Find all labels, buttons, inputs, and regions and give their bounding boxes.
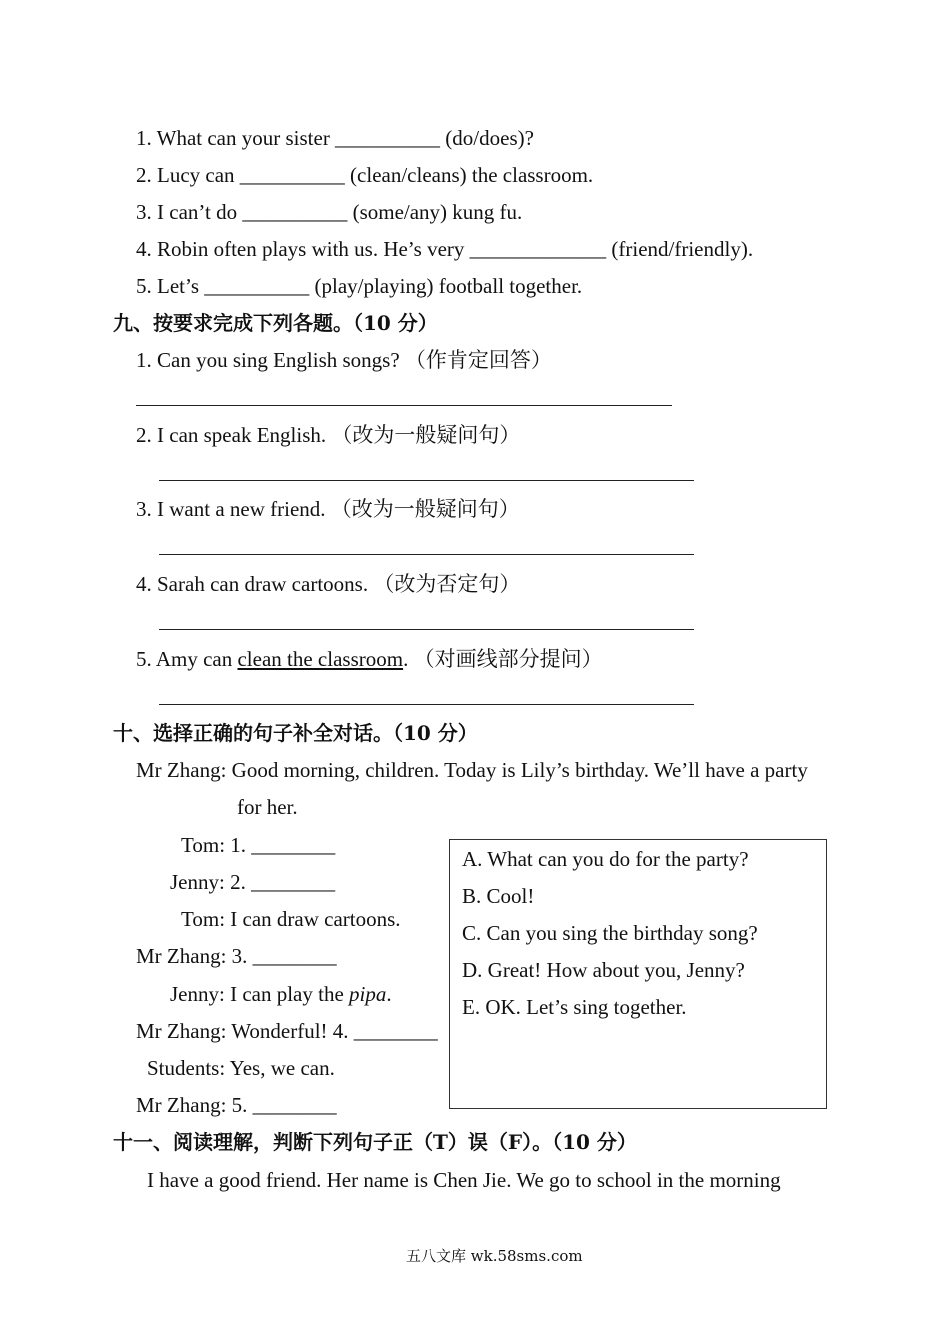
page-footer: 五八文库 wk.58sms.com: [406, 1247, 583, 1265]
section-9-question-1: 1. Can you sing English songs? （作肯定回答）: [136, 348, 552, 372]
line6-italic-word: pipa: [349, 982, 387, 1006]
dialogue-line-4: Tom: I can draw cartoons.: [181, 907, 401, 931]
dialogue-line-5: Mr Zhang: 3. ________: [136, 944, 337, 968]
line6-before: Jenny: I can play the: [170, 982, 350, 1006]
dialogue-line-9: Mr Zhang: 5. ________: [136, 1093, 337, 1117]
section-11-heading: 十一、阅读理解，判断下列句子正（T）误（F）。（10 分）: [113, 1130, 637, 1154]
exercise-8-item-4: 4. Robin often plays with us. He’s very _____________ (friend/friendly).: [136, 237, 754, 261]
line6-after: .: [386, 982, 392, 1006]
exercise-8-item-5: 5. Let’s __________ (play/playing) football together.: [136, 274, 583, 298]
option-c: C. Can you sing the birthday song?: [462, 921, 758, 945]
section-10-heading: 十、选择正确的句子补全对话。（10 分）: [113, 721, 478, 745]
dialogue-line-1a: Mr Zhang: Good morning, children. Today is Lily’s birthday. We’ll have a party: [136, 758, 808, 782]
section-9-question-4: 4. Sarah can draw cartoons. （改为否定句）: [136, 572, 521, 596]
exercise-8-item-1: 1. What can your sister __________ (do/does)?: [136, 126, 534, 150]
reading-passage-text: I have a good friend. Her name is Chen Jie. We go to school in the morning: [147, 1168, 781, 1192]
dialogue-line-7: Mr Zhang: Wonderful! 4. ________: [136, 1019, 438, 1043]
q5-text-after: . （对画线部分提问）: [403, 647, 603, 671]
option-d: D. Great! How about you, Jenny?: [462, 958, 745, 982]
section-9-question-2: 2. I can speak English. （改为一般疑问句）: [136, 423, 521, 447]
section-9-question-5: [136, 645, 603, 673]
q5-underlined-phrase: clean the classroom: [237, 647, 404, 671]
dialogue-line-3: Jenny: 2. ________: [170, 870, 336, 894]
options-box: [449, 839, 827, 1109]
exercise-8-item-2: 2. Lucy can __________ (clean/cleans) the classroom.: [136, 163, 594, 187]
option-a: A. What can you do for the party?: [462, 847, 749, 871]
answer-line-3: [159, 554, 694, 555]
section-9-question-3: 3. I want a new friend. （改为一般疑问句）: [136, 497, 520, 521]
section-9-heading: 九、按要求完成下列各题。（10 分）: [113, 311, 438, 335]
dialogue-line-2: Tom: 1. ________: [181, 833, 336, 857]
dialogue-line-8: Students: Yes, we can.: [147, 1056, 335, 1080]
dialogue-line-6: [170, 980, 392, 1008]
answer-line-1: [136, 405, 672, 406]
answer-line-5: [159, 704, 694, 705]
option-b: B. Cool!: [462, 884, 535, 908]
dialogue-line-1b: for her.: [237, 795, 298, 819]
q5-text-before: 5. Amy can: [136, 647, 238, 671]
answer-line-2: [159, 480, 694, 481]
answer-line-4: [159, 629, 694, 630]
exercise-8-item-3: 3. I can’t do __________ (some/any) kung fu.: [136, 200, 523, 224]
option-e: E. OK. Let’s sing together.: [462, 995, 687, 1019]
